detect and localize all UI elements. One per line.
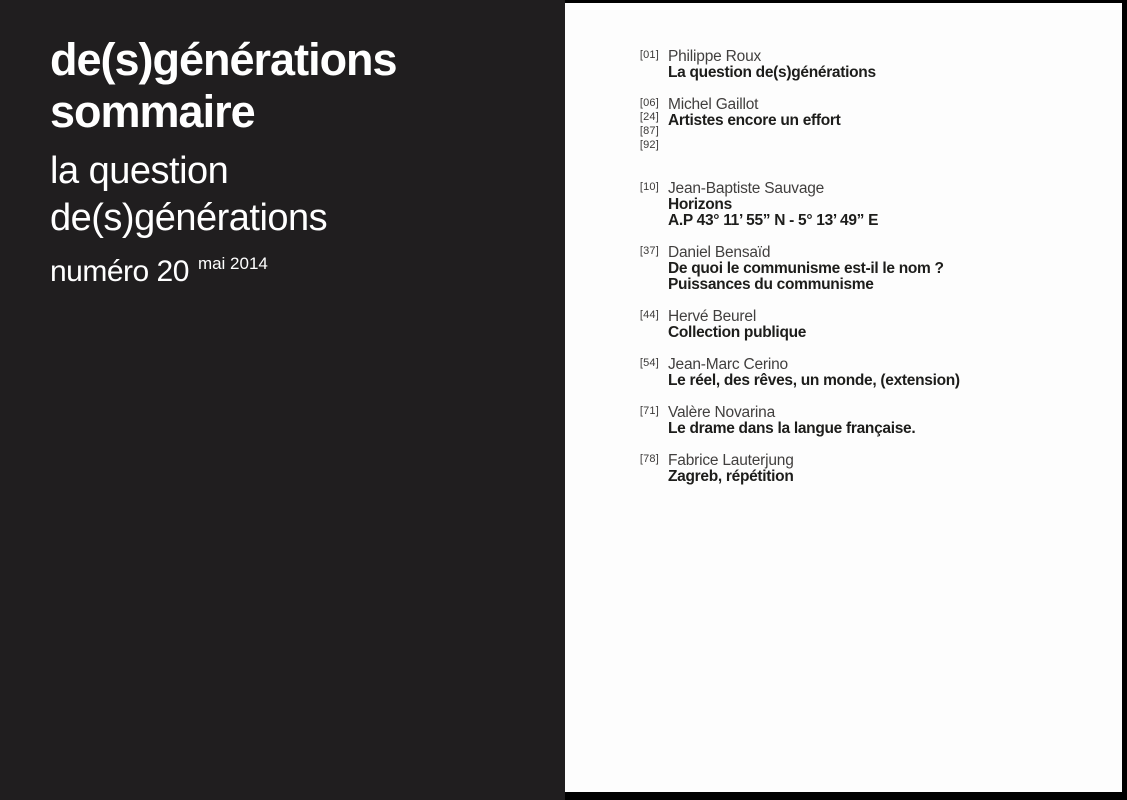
entry-title: La question de(s)générations xyxy=(668,64,876,81)
entry-title: Puissances du communisme xyxy=(668,276,874,293)
toc-entry xyxy=(633,309,1122,341)
magazine-title-line1: de(s)générations xyxy=(50,34,397,85)
page-numbers xyxy=(633,96,659,152)
toc-entry xyxy=(633,357,1122,389)
page-number: [01] xyxy=(639,49,659,61)
page-number: [44] xyxy=(639,309,659,321)
page-numbers xyxy=(633,452,659,466)
entry-author: Philippe Roux xyxy=(668,48,762,65)
cover-text-block xyxy=(0,0,565,289)
page-numbers xyxy=(633,48,659,62)
toc-entry xyxy=(633,245,1122,293)
entry-author: Michel Gaillot xyxy=(668,96,759,113)
entry-text xyxy=(668,97,841,129)
entry-title: Le drame dans la langue française. xyxy=(668,420,916,437)
page-number: [71] xyxy=(639,405,659,417)
page-numbers xyxy=(633,308,659,322)
page-number: [92] xyxy=(639,139,659,151)
issue-theme xyxy=(50,148,565,242)
page-numbers xyxy=(633,180,659,194)
entry-author: Hervé Beurel xyxy=(668,308,757,325)
page-number: [54] xyxy=(639,357,659,369)
entry-author: Jean-Marc Cerino xyxy=(668,356,788,373)
entry-text xyxy=(668,405,915,437)
entry-title: De quoi le communisme est-il le nom ? xyxy=(668,260,944,277)
toc-entry xyxy=(633,49,1122,81)
entry-title: Horizons xyxy=(668,196,732,213)
page-numbers xyxy=(633,404,659,418)
entry-title: Zagreb, répétition xyxy=(668,468,794,485)
toc-page xyxy=(565,3,1122,792)
toc-entry xyxy=(633,97,1122,153)
issue-theme-line2: de(s)générations xyxy=(50,197,328,239)
entry-text xyxy=(668,309,806,341)
entry-text xyxy=(668,453,794,485)
page-number: [06] xyxy=(639,97,659,109)
entry-text xyxy=(668,181,878,229)
entry-title: Artistes encore un effort xyxy=(668,112,841,129)
entry-title: A.P 43° 11’ 55” N - 5° 13’ 49” E xyxy=(668,212,879,229)
entry-author: Fabrice Lauterjung xyxy=(668,452,794,469)
entry-text xyxy=(668,245,944,293)
page-number: [78] xyxy=(639,453,659,465)
entry-author: Daniel Bensaïd xyxy=(668,244,771,261)
page-number: [10] xyxy=(639,181,659,193)
issue-info xyxy=(50,254,565,289)
page-number: [24] xyxy=(639,111,659,123)
page-number: [37] xyxy=(639,245,659,257)
entry-text xyxy=(668,49,876,81)
toc-entry xyxy=(633,405,1122,437)
toc-entry xyxy=(633,453,1122,485)
issue-theme-line1: la question xyxy=(50,150,229,192)
entry-author: Valère Novarina xyxy=(668,404,775,421)
toc-list xyxy=(565,3,1122,485)
page-number: [87] xyxy=(639,125,659,137)
issue-number: numéro 20 xyxy=(50,255,189,288)
issue-date: mai 2014 xyxy=(197,254,268,273)
entry-author: Jean-Baptiste Sauvage xyxy=(668,180,825,197)
magazine-title-line2: sommaire xyxy=(50,86,255,137)
entry-title: Le réel, des rêves, un monde, (extension) xyxy=(668,372,960,389)
entry-text xyxy=(668,357,960,389)
toc-entry xyxy=(633,181,1122,229)
magazine-title xyxy=(50,34,565,138)
entry-title: Collection publique xyxy=(668,324,807,341)
page-numbers xyxy=(633,244,659,258)
page-numbers xyxy=(633,356,659,370)
